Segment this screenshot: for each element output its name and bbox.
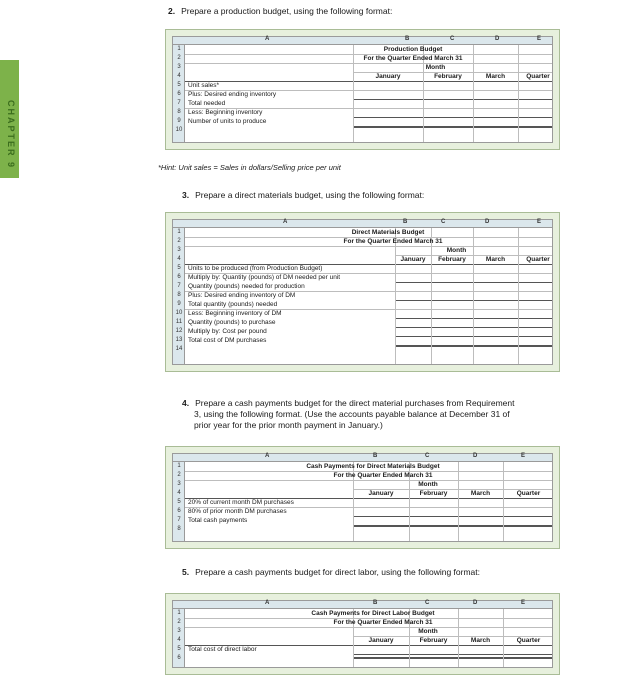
col-header-e: E bbox=[521, 453, 526, 459]
row-label: Units to be produced (from Production Budget) bbox=[188, 265, 323, 272]
direct-materials-budget-grid bbox=[172, 219, 553, 365]
cash-payments-dm-budget-grid bbox=[172, 453, 553, 542]
direct-materials-budget-sheet bbox=[165, 212, 560, 372]
production-budget-sheet bbox=[165, 29, 560, 150]
col-header-a: A bbox=[265, 36, 270, 42]
row-number: 8 bbox=[177, 292, 181, 298]
row-label: 20% of current month DM purchases bbox=[188, 499, 294, 506]
month-header: Month bbox=[418, 481, 438, 488]
row-label: Total cash payments bbox=[188, 517, 248, 524]
row-number: 2 bbox=[177, 55, 181, 61]
row-label: 80% of prior month DM purchases bbox=[188, 508, 287, 515]
row-number: 10 bbox=[175, 310, 183, 316]
col-header-c: C bbox=[425, 453, 430, 459]
question-3-text: Prepare a direct materials budget, using the following format: bbox=[195, 190, 425, 200]
question-4-line-2: 3, using the following format. (Use the accounts payable balance at December 31 of bbox=[194, 409, 510, 419]
row-number: 4 bbox=[177, 637, 181, 643]
budget-title: Cash Payments for Direct Labor Budget bbox=[311, 610, 435, 617]
budget-subtitle: For the Quarter Ended March 31 bbox=[333, 472, 433, 479]
row-number: 2 bbox=[177, 619, 181, 625]
question-2 bbox=[168, 6, 392, 17]
row-label: Multiply by: Quantity (pounds) of DM needed per unit bbox=[188, 274, 341, 281]
row-header-bar bbox=[173, 45, 185, 142]
month-header: Month bbox=[425, 64, 446, 71]
january-header: January bbox=[368, 490, 394, 497]
row-number: 5 bbox=[177, 265, 181, 271]
quarter-header: Quarter bbox=[526, 73, 550, 80]
budget-subtitle: For the Quarter Ended March 31 bbox=[333, 619, 433, 626]
column-header-bar bbox=[173, 601, 552, 609]
col-header-b: B bbox=[373, 453, 378, 459]
col-header-d: D bbox=[485, 219, 490, 225]
february-header: February bbox=[438, 256, 466, 263]
quarter-header: Quarter bbox=[516, 637, 541, 644]
col-header-e: E bbox=[521, 600, 526, 606]
production-budget-grid bbox=[172, 36, 553, 143]
february-header: February bbox=[419, 490, 448, 497]
question-4-number: 4. bbox=[182, 398, 190, 408]
january-header: January bbox=[400, 256, 426, 263]
hint-text: *Hint: Unit sales = Sales in dollars/Selling price per unit bbox=[158, 163, 341, 172]
february-header: February bbox=[419, 637, 448, 644]
row-label: Plus: Desired ending inventory bbox=[188, 91, 277, 98]
march-header: March bbox=[485, 256, 506, 263]
question-5-number: 5. bbox=[182, 567, 190, 577]
row-header-bar bbox=[173, 228, 185, 364]
row-label: Total cost of direct labor bbox=[188, 646, 257, 653]
question-4-line-3: prior year for the prior month payment in January.) bbox=[194, 420, 383, 430]
row-number: 1 bbox=[177, 46, 181, 52]
col-header-a: A bbox=[283, 219, 288, 225]
row-number: 3 bbox=[177, 628, 181, 634]
col-header-a: A bbox=[265, 600, 270, 606]
row-number: 4 bbox=[177, 490, 181, 496]
col-header-c: C bbox=[425, 600, 430, 606]
chapter-side-tab-label: CHAPTER 9 bbox=[6, 100, 16, 170]
row-number: 7 bbox=[177, 100, 181, 106]
january-header: January bbox=[368, 637, 394, 644]
february-header: February bbox=[434, 73, 462, 80]
row-number: 14 bbox=[175, 346, 183, 352]
question-2-text: Prepare a production budget, using the following format: bbox=[181, 6, 393, 16]
row-number: 1 bbox=[177, 229, 181, 235]
row-number: 12 bbox=[175, 328, 183, 334]
column-header-bar bbox=[173, 454, 552, 462]
budget-title: Direct Materials Budget bbox=[351, 229, 425, 236]
row-label: Total quantity (pounds) needed bbox=[188, 301, 278, 308]
cash-payments-dm-budget-sheet bbox=[165, 446, 560, 549]
col-header-b: B bbox=[403, 219, 408, 225]
cash-payments-dl-budget-grid bbox=[172, 600, 553, 668]
row-number: 8 bbox=[177, 109, 181, 115]
row-label: Total cost of DM purchases bbox=[188, 337, 267, 344]
row-number: 7 bbox=[177, 283, 181, 289]
col-header-d: D bbox=[473, 600, 478, 606]
row-number: 1 bbox=[177, 610, 181, 616]
budget-title: Production Budget bbox=[383, 46, 443, 53]
row-header-bar bbox=[173, 609, 185, 667]
row-number: 6 bbox=[177, 274, 181, 280]
col-header-b: B bbox=[405, 36, 410, 42]
cash-payments-dl-budget-sheet bbox=[165, 593, 560, 675]
row-label: Plus: Desired ending inventory of DM bbox=[188, 292, 296, 299]
budget-title: Cash Payments for Direct Materials Budget bbox=[306, 463, 440, 470]
col-header-b: B bbox=[373, 600, 378, 606]
row-label: Number of units to produce bbox=[188, 118, 267, 125]
row-label: Less: Beginning inventory of DM bbox=[188, 310, 282, 317]
row-number: 8 bbox=[177, 526, 181, 532]
row-number: 7 bbox=[177, 517, 181, 523]
question-4-line-1: Prepare a cash payments budget for the direct material purchases from Requirement bbox=[195, 398, 515, 408]
budget-subtitle: For the Quarter Ended March 31 bbox=[343, 238, 443, 245]
col-header-c: C bbox=[450, 36, 455, 42]
row-header-bar bbox=[173, 462, 185, 541]
march-header: March bbox=[470, 490, 491, 497]
col-header-e: E bbox=[537, 36, 542, 42]
row-number: 3 bbox=[177, 481, 181, 487]
question-5 bbox=[182, 567, 480, 578]
row-number: 1 bbox=[177, 463, 181, 469]
row-label: Quantity (pounds) to purchase bbox=[188, 319, 276, 326]
row-number: 6 bbox=[177, 91, 181, 97]
march-header: March bbox=[470, 637, 491, 644]
col-header-a: A bbox=[265, 453, 270, 459]
row-number: 11 bbox=[175, 319, 183, 325]
row-number: 2 bbox=[177, 238, 181, 244]
row-number: 5 bbox=[177, 646, 181, 652]
row-number: 6 bbox=[177, 655, 181, 661]
month-header: Month bbox=[446, 247, 467, 254]
quarter-header: Quarter bbox=[526, 256, 550, 263]
row-number: 4 bbox=[177, 73, 181, 79]
question-5-text: Prepare a cash payments budget for direct labor, using the following format: bbox=[195, 567, 481, 577]
row-label: Unit sales* bbox=[188, 82, 220, 89]
row-number: 5 bbox=[177, 82, 181, 88]
row-number: 10 bbox=[175, 127, 183, 133]
row-number: 3 bbox=[177, 64, 181, 70]
march-header: March bbox=[485, 73, 506, 80]
column-header-bar bbox=[173, 220, 552, 228]
col-header-e: E bbox=[537, 219, 542, 225]
row-number: 5 bbox=[177, 499, 181, 505]
row-number: 9 bbox=[177, 301, 181, 307]
question-4 bbox=[182, 398, 572, 431]
question-3 bbox=[182, 190, 424, 201]
col-header-d: D bbox=[473, 453, 478, 459]
january-header: January bbox=[375, 73, 401, 80]
row-label: Quantity (pounds) needed for production bbox=[188, 283, 305, 290]
row-number: 3 bbox=[177, 247, 181, 253]
column-header-bar bbox=[173, 37, 552, 45]
row-label: Less: Beginning inventory bbox=[188, 109, 263, 116]
row-number: 2 bbox=[177, 472, 181, 478]
question-3-number: 3. bbox=[182, 190, 190, 200]
budget-subtitle: For the Quarter Ended March 31 bbox=[363, 55, 463, 62]
row-number: 9 bbox=[177, 118, 181, 124]
row-label: Total needed bbox=[188, 100, 226, 107]
row-label: Multiply by: Cost per pound bbox=[188, 328, 267, 335]
col-header-c: C bbox=[441, 219, 446, 225]
col-header-d: D bbox=[495, 36, 500, 42]
month-header: Month bbox=[418, 628, 438, 635]
row-number: 4 bbox=[177, 256, 181, 262]
row-number: 13 bbox=[175, 337, 183, 343]
row-number: 6 bbox=[177, 508, 181, 514]
quarter-header: Quarter bbox=[516, 490, 541, 497]
question-2-number: 2. bbox=[168, 6, 176, 16]
